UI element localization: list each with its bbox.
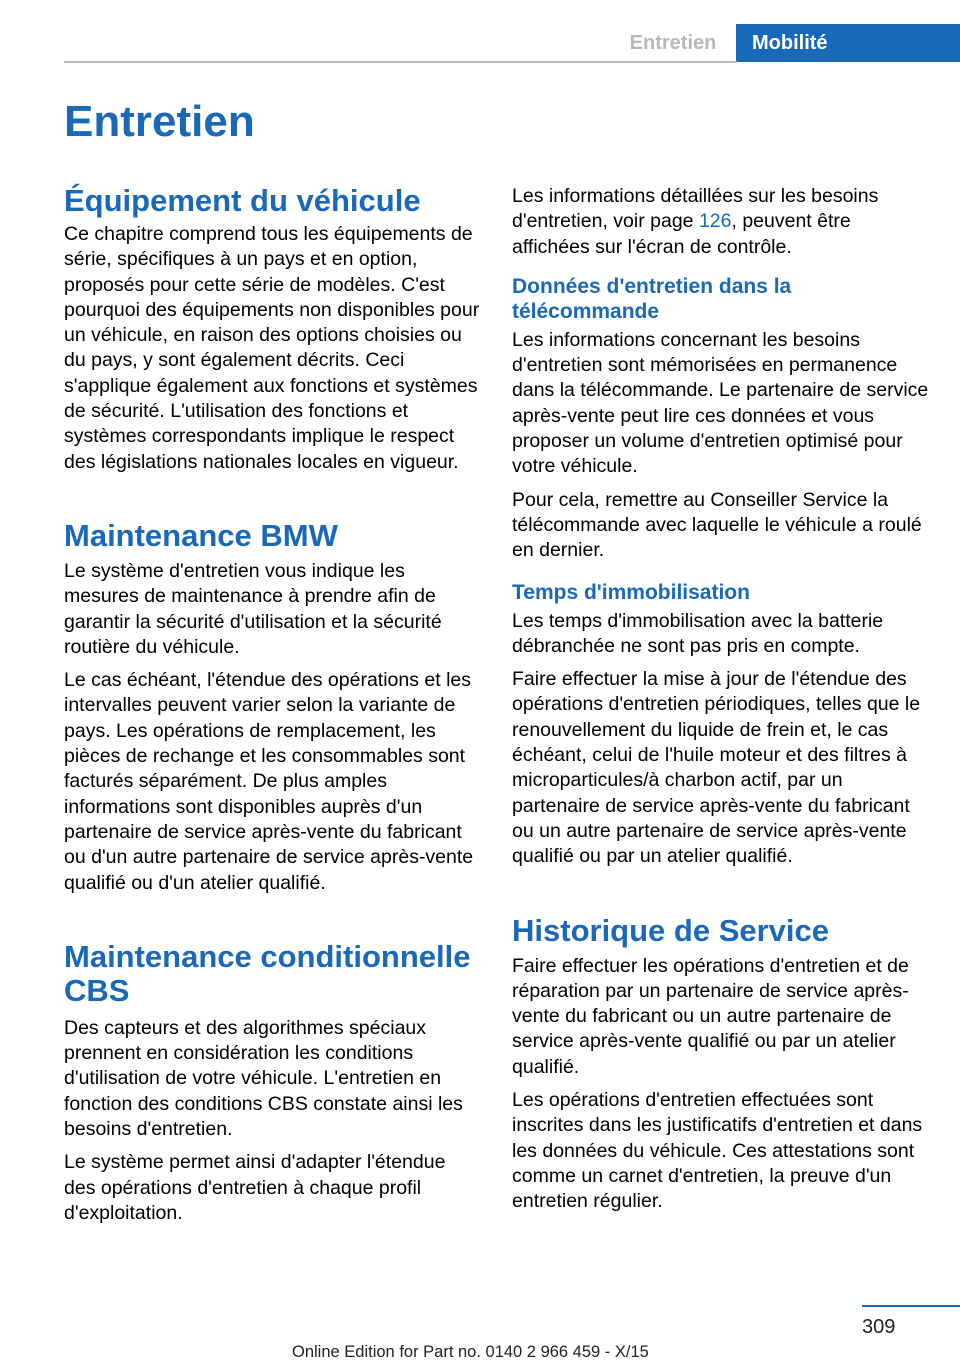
tab-mobilite[interactable]: Mobilité — [736, 24, 960, 62]
paragraph: Les informations concernant les besoins d'entretien sont mémorisées en permanence dans la télécommande. Le partenaire de service après-vente peut lire ces données et vous proposer un volume d'entretien optimisé pour votre véhicule. — [512, 328, 929, 478]
page-title: Entretien — [64, 97, 255, 146]
footer-edition-text: Online Edition for Part no. 0140 2 966 459 - X/15 — [292, 1343, 649, 1361]
paragraph: Le système d'entretien vous indique les mesures de maintenance à prendre afin de garantir la sécurité d'utilisation et la sécurité routière du véhicule. — [64, 559, 442, 658]
paragraph: Le système permet ainsi d'adapter l'étendue des opérations d'entretien à chaque profil d'exploitation. — [64, 1151, 446, 1224]
paragraph: Le cas échéant, l'étendue des opérations et les intervalles peuvent varier selon la variante de pays. Les opérations de remplacement, les pièces de rechange et les consommables sont facturés séparément. De plus amples informations sont disponibles auprès d'un partenaire de service après-vente du fabricant ou d'un autre partenaire de service après-vente qualifié ou d'un atelier qualifié. — [64, 669, 474, 894]
left-column — [64, 184, 482, 1226]
heading-donnees-telecommande: Données d'entretien dans la télécommande — [512, 274, 792, 323]
page-link-126[interactable]: 126 — [698, 210, 732, 233]
heading-equipement-vehicule: Équipement du véhicule — [64, 183, 421, 218]
heading-maintenance-bmw: Maintenance BMW — [64, 517, 338, 553]
heading-temps-immobilisation: Temps d'immobilisation — [512, 580, 750, 604]
paragraph: Faire effectuer la mise à jour de l'étendue des opérations d'entretien périodiques, telles que le renouvellement du liquide de frein et, le cas échéant, celui de l'huile moteur et des filtres à microparticules/à charbon actif, par un partenaire de service après-vente du fabricant ou un autre partenaire de service après-vente qualifié ou par un atelier qualifié. — [512, 668, 921, 868]
heading-historique-service: Historique de Service — [512, 912, 830, 948]
tab-entretien[interactable]: Entretien — [629, 31, 717, 54]
header-rule — [64, 61, 737, 63]
paragraph: Ce chapitre comprend tous les équipements de série, spécifiques à un pays et en option, proposés pour cette série de modèles. C'est pourquoi des équipements non disponibles pour un véhicule, en raison des options choisies ou du pays, y sont également décrits. Ceci s'applique également aux fonctions et systèmes de sécurité. L'utilisation des fonctions et systèmes correspondants implique le respect des législations nationales locales en vigueur. — [64, 223, 480, 473]
heading-maintenance-cbs: Maintenance conditionnelle CBS — [64, 938, 471, 1008]
paragraph: Faire effectuer les opérations d'entretien et de réparation par un partenaire de service après-vente du fabricant ou un autre partenaire de service après-vente qualifié ou par un atelier qualifié. — [512, 954, 909, 1078]
paragraph: Pour cela, remettre au Conseiller Service la télécommande avec laquelle le véhicule a roulé en dernier. — [512, 488, 922, 562]
intro-text-before: Les informations détaillées sur les besoins d'entretien, voir page — [512, 185, 879, 233]
intro-text-after: , peuvent être affichées sur l'écran de contrôle. — [512, 210, 851, 258]
paragraph: Des capteurs et des algorithmes spéciaux prennent en considération les conditions d'utilisation de votre véhicule. L'entretien en fonction des conditions CBS constate ainsi les besoins d'entretien. — [64, 1016, 463, 1141]
paragraph: Les temps d'immobilisation avec la batterie débranchée ne sont pas pris en compte. — [512, 609, 884, 657]
right-column — [512, 184, 930, 1215]
header-tabs — [610, 24, 960, 62]
page-number: 309 — [862, 1316, 896, 1338]
paragraph-intro — [512, 184, 930, 260]
paragraph: Les opérations d'entretien effectuées sont inscrites dans les justificatifs d'entretien et dans les données du véhicule. Ces attestations sont comme un carnet d'entretien, la preuve d'un entretien régulier. — [512, 1089, 923, 1213]
footer-rule — [862, 1305, 960, 1307]
